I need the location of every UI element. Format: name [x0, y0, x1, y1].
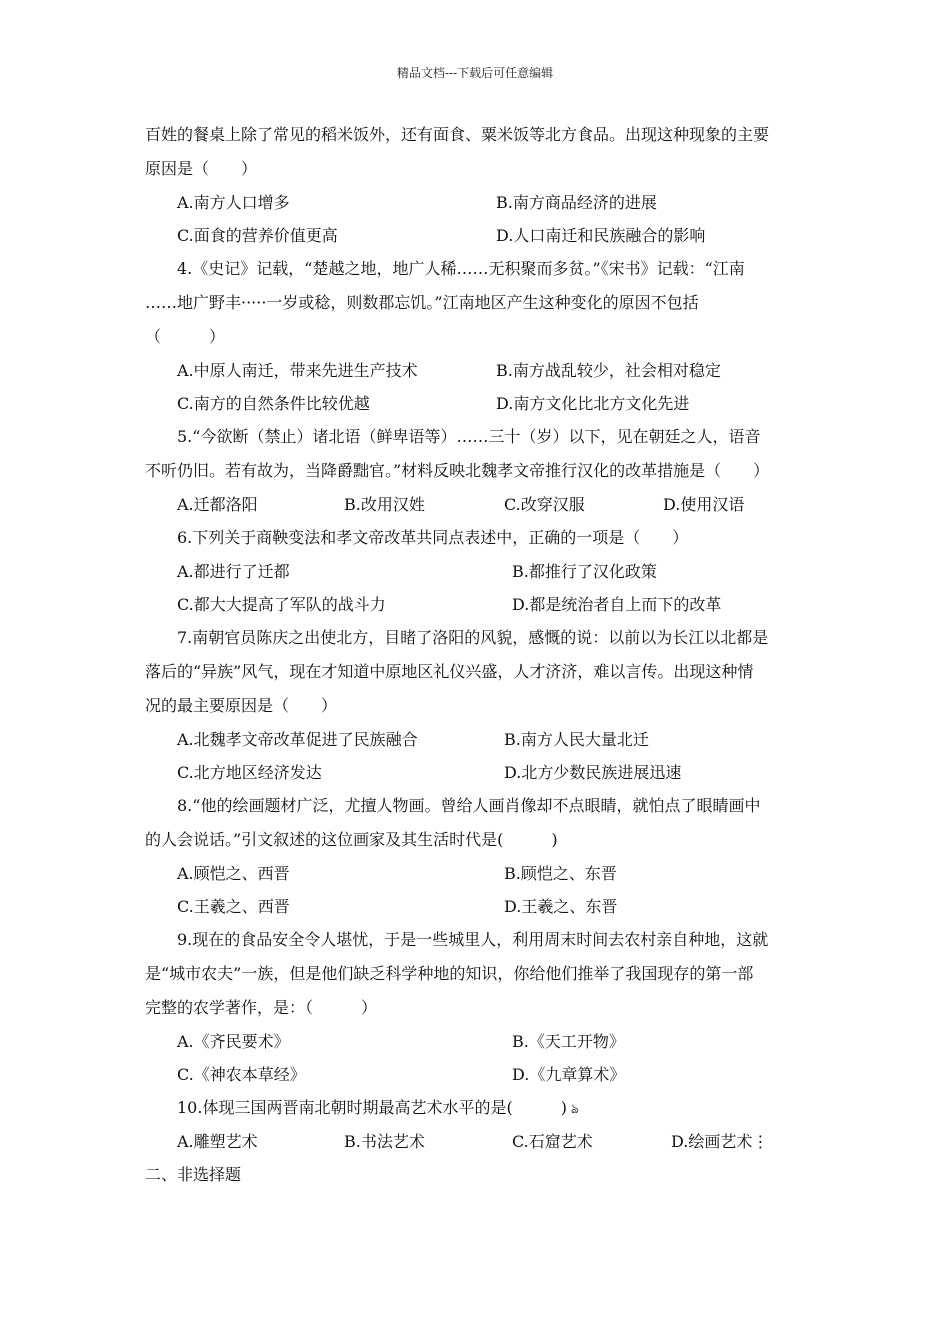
option-b: B.书法艺术 — [344, 1132, 425, 1151]
option-d: D.王羲之、东晋 — [504, 897, 618, 916]
question-10 — [145, 1091, 810, 1158]
question-text: 完整的农学著作，是：（ ） — [145, 998, 378, 1017]
option-d: D.《九章算术》 — [512, 1065, 626, 1084]
option-d: D.人口南迁和民族融合的影响 — [496, 226, 706, 245]
question-6 — [145, 521, 810, 621]
option-c: C.改穿汉服 — [504, 495, 585, 514]
option-d: D.使用汉语 — [663, 495, 745, 514]
question-text: 况的最主要原因是（ ） — [145, 696, 338, 715]
stray-mark-icon: ঌ — [570, 1102, 579, 1117]
question-8 — [145, 789, 810, 923]
option-d: D.北方少数民族进展迅速 — [504, 763, 682, 782]
option-a: A.顾恺之、西晋 — [177, 864, 290, 883]
page-header: 精品文档---下载后可任意编辑 — [396, 66, 554, 80]
option-b: B.南方战乱较少，社会相对稳定 — [496, 361, 721, 380]
options-row — [145, 756, 810, 789]
option-a: A.都进行了迁都 — [177, 562, 290, 581]
question-text: 8.“他的绘画题材广泛，尤擅人物画。曾给人画肖像却不点眼睛，就怕点了眼睛画中 — [177, 796, 761, 815]
options-row — [145, 354, 810, 387]
options-row — [145, 1058, 810, 1091]
option-d: D.绘画艺术⋮ — [671, 1132, 769, 1151]
option-a: A.迁都洛阳 — [177, 495, 258, 514]
option-b: B.顾恺之、东晋 — [504, 864, 617, 883]
option-c: C.都大大提高了军队的战斗力 — [177, 595, 386, 614]
options-row — [145, 1125, 810, 1158]
question-text — [145, 1091, 810, 1125]
option-b: B.南方人民大量北迁 — [504, 730, 649, 749]
option-a: A.中原人南迁，带来先进生产技术 — [177, 361, 418, 380]
option-b: B.都推行了汉化政策 — [512, 562, 657, 581]
question-text: 落后的“异族”风气，现在才知道中原地区礼仪兴盛，人才济济，难以言传。出现这种情 — [145, 662, 754, 681]
option-a: A.北魏孝文帝改革促进了民族融合 — [177, 730, 418, 749]
options-row — [145, 219, 810, 252]
question-5 — [145, 420, 810, 521]
question-3 — [145, 118, 810, 252]
question-text: 4.《史记》记载，“楚越之地，地广人稀……无积聚而多贫。”《宋书》记载：“江南 — [177, 259, 745, 278]
option-d: D.南方文化比北方文化先进 — [496, 394, 690, 413]
options-row — [145, 186, 810, 219]
option-b: B.南方商品经济的进展 — [496, 193, 657, 212]
option-c: C.王羲之、西晋 — [177, 897, 290, 916]
option-c: C.石窟艺术 — [512, 1132, 593, 1151]
question-7 — [145, 621, 810, 789]
option-b: B.改用汉姓 — [344, 495, 425, 514]
question-text: ……地广野丰·····一岁或稔，则数郡忘饥。”江南地区产生这种变化的原因不包括 — [145, 293, 699, 312]
option-b: B.《天工开物》 — [512, 1032, 625, 1051]
document-body — [145, 118, 810, 1192]
section-heading: 二、非选择题 — [145, 1165, 242, 1184]
option-a: A.《齐民要术》 — [177, 1032, 290, 1051]
question-text: 的人会说话。”引文叙述的这位画家及其生活时代是( ) — [145, 830, 558, 849]
options-row — [145, 1025, 810, 1058]
question-text: 5.“今欲断（禁止）诸北语（鲜卑语等）……三十（岁）以下，见在朝廷之人，语音 — [177, 427, 761, 446]
option-d: D.都是统治者自上而下的改革 — [512, 595, 722, 614]
options-row — [145, 387, 810, 420]
options-row — [145, 857, 810, 890]
options-row — [145, 890, 810, 923]
question-4 — [145, 252, 810, 420]
options-row — [145, 588, 810, 621]
question-text: 7.南朝官员陈庆之出使北方，目睹了洛阳的风貌，感慨的说：以前以为长江以北都是 — [177, 628, 769, 647]
option-c: C.面食的营养价值更高 — [177, 226, 338, 245]
question-text: 不听仍旧。若有故为，当降爵黜官。”材料反映北魏孝文帝推行汉化的改革措施是（ ） — [145, 461, 770, 480]
option-a: A.雕塑艺术 — [177, 1132, 258, 1151]
question-9 — [145, 923, 810, 1091]
question-10-text: 10.体现三国两晋南北朝时期最高艺术水平的是( ) — [177, 1098, 567, 1117]
option-c: C.《神农本草经》 — [177, 1065, 306, 1084]
options-row — [145, 723, 810, 756]
options-row — [145, 488, 810, 521]
question-text: 百姓的餐桌上除了常见的稻米饭外，还有面食、粟米饭等北方食品。出现这种现象的主要 — [145, 125, 770, 144]
question-text: （ ） — [145, 327, 226, 346]
question-text: 原因是（ ） — [145, 159, 258, 178]
question-text: 6.下列关于商鞅变法和孝文帝改革共同点表述中，正确的一项是（ ） — [177, 528, 689, 547]
options-row — [145, 555, 810, 588]
question-text: 是“城市农夫”一族，但是他们缺乏科学种地的知识，你给他们推举了我国现存的第一部 — [145, 964, 754, 983]
option-c: C.南方的自然条件比较优越 — [177, 394, 370, 413]
option-a: A.南方人口增多 — [177, 193, 290, 212]
question-text: 9.现在的食品安全令人堪忧，于是一些城里人，利用周末时间去农村亲自种地，这就 — [177, 930, 769, 949]
option-c: C.北方地区经济发达 — [177, 763, 322, 782]
